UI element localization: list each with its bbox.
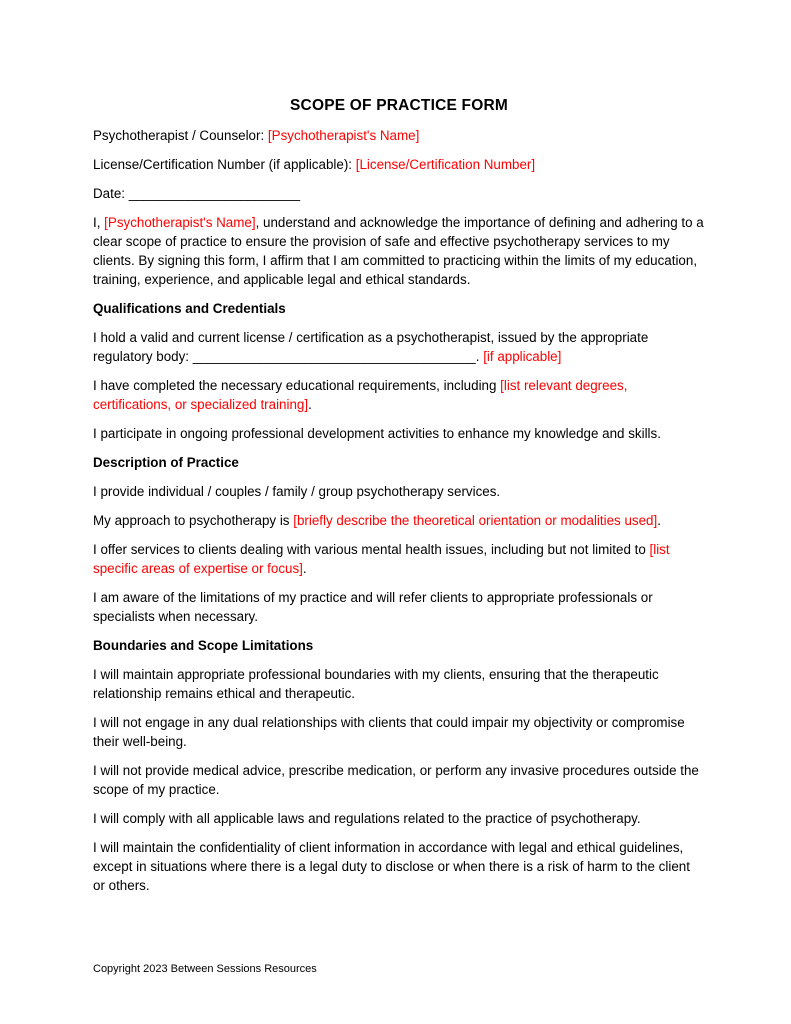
education-end: .: [308, 397, 312, 412]
practice-heading: Description of Practice: [93, 455, 239, 470]
document-page: [93, 96, 705, 905]
regulatory-body-blank: ______________________________________.: [192, 349, 480, 364]
approach-end: .: [657, 513, 661, 528]
if-applicable-note: [if applicable]: [479, 349, 562, 364]
intro-text: , understand and acknowledge the importance of defining and adhering to a clear scope of practice to ensure the provision of safe and effective psychotherapy services to my clients. By signing this form, I affirm that I am committed to practicing within the limits of my education, training, experience, and applicable legal and ethical standards.: [93, 215, 704, 287]
boundary-item: I will maintain appropriate professional boundaries with my clients, ensuring that the therapeutic relationship remains ethical and therapeutic.: [93, 667, 659, 701]
therapist-line: [93, 126, 705, 145]
boundaries-heading: Boundaries and Scope Limitations: [93, 638, 314, 653]
license-label: License/Certification Number (if applicable):: [93, 157, 356, 172]
education-placeholder: [list relevant degrees, certifications, or specialized training]: [93, 378, 628, 412]
intro-name-placeholder: [Psychotherapist's Name]: [104, 215, 256, 230]
boundary-item: I will maintain the confidentiality of client information in accordance with legal and ethical guidelines, except in situations where there is a legal duty to disclose or when there is a risk of harm to the client or others.: [93, 840, 690, 893]
intro-paragraph: [93, 213, 705, 289]
services-statement: I provide individual / couples / family / group psychotherapy services.: [93, 484, 501, 499]
therapist-name-placeholder: [Psychotherapist's Name]: [267, 128, 420, 143]
copyright-footer: Copyright 2023 Between Sessions Resources: [93, 963, 317, 975]
approach-statement: [93, 511, 705, 530]
boundary-item: I will not engage in any dual relationships with clients that could impair my objectivity or compromise their well-being.: [93, 715, 685, 749]
therapist-label: Psychotherapist / Counselor:: [93, 128, 268, 143]
license-number-placeholder: [License/Certification Number]: [355, 157, 536, 172]
date-blank: _______________________: [128, 186, 301, 201]
education-text: I have completed the necessary educational requirements, including: [93, 378, 501, 393]
issues-placeholder: [list specific areas of expertise or focus]: [93, 542, 670, 576]
limitations-statement: I am aware of the limitations of my practice and will refer clients to appropriate professionals or specialists when necessary.: [93, 590, 653, 624]
boundary-item: I will not provide medical advice, prescribe medication, or perform any invasive procedures outside the scope of my practice.: [93, 763, 699, 797]
date-label: Date:: [93, 186, 129, 201]
issues-statement: [93, 540, 705, 578]
issues-text: I offer services to clients dealing with various mental health issues, including but not limited to: [93, 542, 650, 557]
boundary-item: I will comply with all applicable laws and regulations related to the practice of psychotherapy.: [93, 811, 641, 826]
license-line: [93, 155, 705, 174]
intro-prefix: I,: [93, 215, 105, 230]
page-title: SCOPE OF PRACTICE FORM: [290, 97, 508, 114]
approach-placeholder: [briefly describe the theoretical orientation or modalities used]: [293, 513, 658, 528]
education-statement: [93, 376, 705, 414]
qualifications-heading: Qualifications and Credentials: [93, 301, 286, 316]
license-statement: [93, 328, 705, 366]
development-statement: I participate in ongoing professional development activities to enhance my knowledge and skills.: [93, 426, 661, 441]
date-line: [93, 184, 705, 203]
license-statement-text: I hold a valid and current license / certification as a psychotherapist, issued by the appropriate regulatory body:: [93, 330, 649, 364]
issues-end: .: [302, 561, 307, 576]
approach-text: My approach to psychotherapy is: [93, 513, 294, 528]
